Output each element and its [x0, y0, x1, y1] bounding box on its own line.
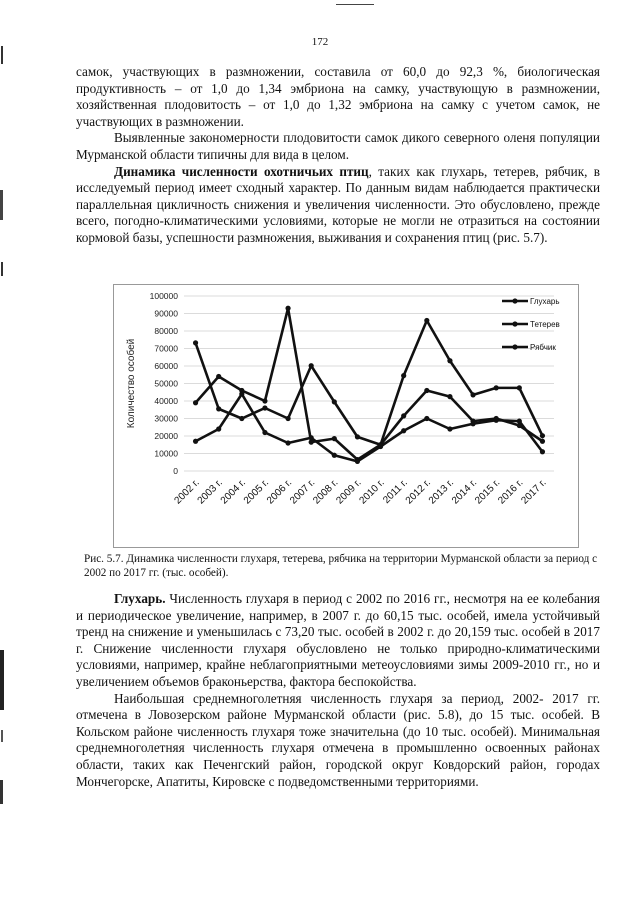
paragraph-1: самок, участвующих в размножении, составила от 60,0 до 92,3 %, биологическая продуктивность – от 1,0 до 1,34 эмбриона на самку, участвующую в размножении, хозяйственная плодовитость – от 1,0 до 1,32 эмбриона на самку с учетом самок, не участвующих в размножении. — [76, 64, 600, 129]
data-point — [517, 385, 522, 390]
legend-marker — [512, 298, 517, 303]
x-tick-label: 2005 г. — [241, 477, 272, 507]
y-tick-label: 10000 — [154, 448, 178, 459]
data-point — [332, 436, 337, 441]
paragraph-3 — [76, 164, 600, 247]
y-tick-label: 50000 — [154, 378, 178, 389]
data-point — [517, 419, 522, 424]
x-tick-label: 2017 г. — [519, 477, 549, 507]
y-tick-label: 30000 — [154, 413, 178, 424]
x-tick-label: 2006 г. — [265, 477, 295, 507]
x-tick-label: 2003 г. — [195, 477, 225, 507]
paragraph-3-body: , таких как глухарь, тетерев, рябчик, в исследуемый период имеет сходный характер. По данным видам наблюдается практически параллельная цикличность снижения и увеличения численности. Это обусловлено, прежде всего, погодно-климатическими условиями, которые не могли не отразиться на состоянии кормовой базы, успешности размножения, выживания и сохранения птиц (рис. 5.7). — [76, 163, 600, 245]
legend-marker — [512, 344, 517, 349]
data-point — [424, 318, 429, 323]
paragraph-4-heading: Глухарь. — [114, 591, 166, 606]
paragraph-4 — [76, 591, 600, 691]
page-number: 172 — [311, 36, 329, 48]
x-tick-label: 2015 г. — [473, 477, 503, 507]
x-tick-label: 2009 г. — [334, 477, 364, 507]
data-point — [193, 439, 198, 444]
data-point — [309, 363, 314, 368]
data-point — [309, 435, 314, 440]
data-point — [239, 391, 244, 396]
data-point — [285, 416, 290, 421]
figure-caption: Рис. 5.7. Динамика численности глухаря, тетерева, рябчика на территории Мурманской области за период с 2002 по 2017 гг. (тыс. особей). — [84, 553, 598, 579]
data-point — [540, 439, 545, 444]
data-point — [332, 399, 337, 404]
paragraph-4-body: Численность глухаря в период с 2002 по 2016 гг., несмотря на ее колебания и периодическое увеличение, например, в 2007 г. до 60,15 тыс. особей, имела устойчивый тренд на снижение и уменьшилась с 73,20 тыс. особей в 2002 г. до 20,159 тыс. особей в 2017 г. Снижение численности глухаря обусловлено не только природно-климатическими условиями, например, крайне неблагоприятными метеоусловиями зимы 2009-2010 гг., но и увеличением объемов браконьерства, фактора беспокойства. — [76, 591, 600, 689]
chart-svg — [114, 285, 578, 547]
data-point — [401, 413, 406, 418]
x-tick-label: 2010 г. — [357, 477, 387, 507]
legend-entry: Рябчик — [530, 343, 556, 352]
paragraph-3-heading: Динамика численности охотничьих птиц — [114, 163, 369, 179]
data-point — [355, 459, 360, 464]
data-point — [494, 418, 499, 423]
y-tick-label: 80000 — [154, 326, 178, 336]
data-point — [494, 385, 499, 390]
data-point — [401, 373, 406, 378]
y-tick-label: 90000 — [154, 308, 178, 319]
data-point — [216, 374, 221, 379]
data-point — [447, 358, 452, 363]
y-axis-label: Количество особей — [126, 338, 137, 429]
data-point — [470, 421, 475, 426]
paragraph-2: Выявленные закономерности плодовитости самок дикого северного оленя популяции Мурманской области типичны для вида в целом. — [76, 130, 600, 162]
data-point — [193, 340, 198, 345]
x-tick-label: 2004 г. — [218, 477, 248, 507]
data-point — [332, 453, 337, 458]
x-tick-label: 2016 г. — [496, 477, 526, 507]
data-point — [193, 400, 198, 405]
data-point — [216, 426, 221, 431]
y-tick-label: 70000 — [154, 343, 178, 354]
x-tick-label: 2013 г. — [426, 477, 457, 507]
data-point — [239, 416, 244, 421]
y-tick-label: 100000 — [149, 291, 178, 301]
data-point — [216, 406, 221, 411]
y-tick-label: 40000 — [154, 396, 178, 406]
data-point — [540, 449, 545, 454]
scan-edge-marks — [0, 0, 6, 905]
legend-entry: Тетерев — [530, 320, 560, 329]
data-point — [424, 388, 429, 393]
data-point — [262, 405, 267, 410]
x-tick-label: 2007 г. — [288, 477, 318, 507]
data-point — [424, 416, 429, 421]
data-point — [540, 433, 545, 438]
x-tick-label: 2011 г. — [381, 477, 410, 506]
text-block-bottom — [76, 591, 600, 790]
x-tick-label: 2012 г. — [403, 477, 433, 507]
data-point — [285, 306, 290, 311]
data-point — [378, 444, 383, 449]
paragraph-5: Наибольшая среднемноголетняя численность глухаря за период, 2002- 2017 гг. отмечена в Ловозерском районе Мурманской области (рис. 5.8), до 15 тыс. особей. В Кольском районе численность глухаря тоже значительна (до 10 тыс. особей). Минимальная среднемноголетняя численность глухаря отмечена в промышленно освоенных районах области, таких как Печенгский район, городской округ Ковдорский район, городах Мончегорске, Апатиты, Кировске с подведомственными территориями. — [76, 690, 600, 789]
bird-population-chart — [113, 284, 579, 548]
text-block-top — [76, 64, 600, 247]
data-point — [470, 392, 475, 397]
y-tick-label: 20000 — [154, 431, 178, 441]
data-point — [447, 394, 452, 399]
data-point — [355, 434, 360, 439]
series-line-1 — [196, 321, 543, 445]
y-tick-label: 60000 — [154, 361, 178, 371]
legend-marker — [512, 321, 517, 326]
x-tick-label: 2008 г. — [311, 477, 341, 507]
data-point — [447, 426, 452, 431]
legend-entry: Глухарь — [530, 297, 560, 306]
x-tick-label: 2014 г. — [450, 477, 480, 507]
header-rule — [336, 4, 374, 5]
data-point — [401, 428, 406, 433]
data-point — [285, 440, 290, 445]
x-tick-label: 2002 г. — [172, 477, 202, 507]
data-point — [262, 430, 267, 435]
data-point — [262, 398, 267, 403]
y-tick-label: 0 — [173, 466, 178, 476]
